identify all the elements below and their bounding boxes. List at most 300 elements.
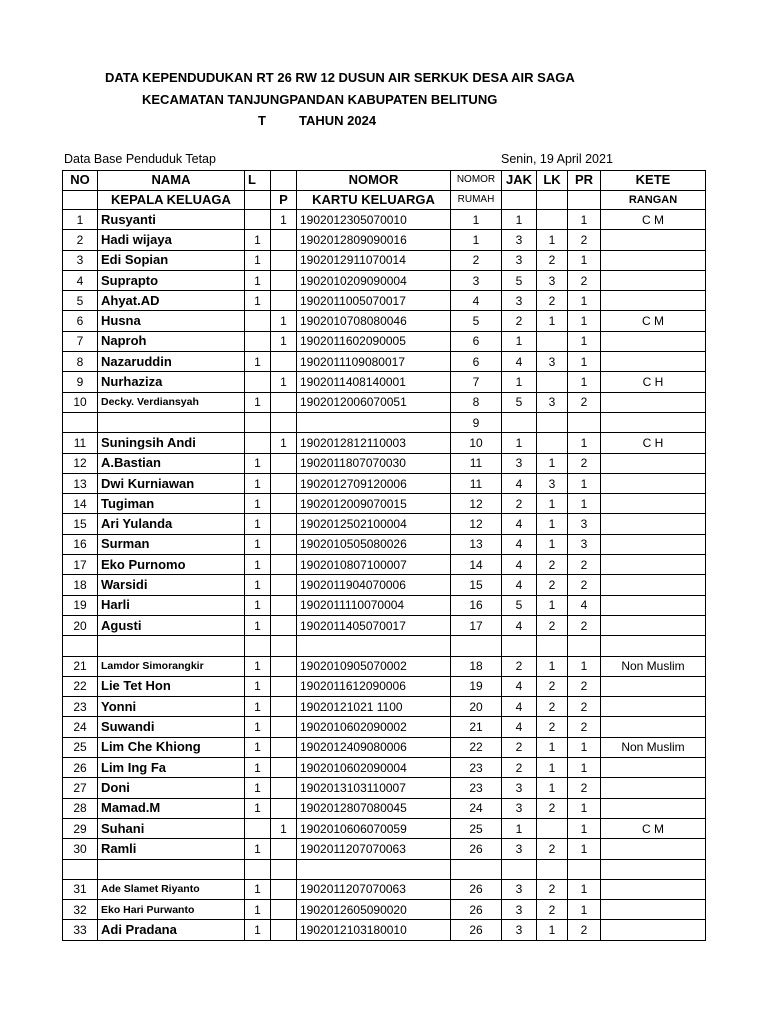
row-p: 1	[271, 372, 297, 392]
row-nama: A.Bastian	[98, 453, 245, 473]
table-row	[63, 433, 706, 453]
col-jak-header-2	[502, 190, 537, 210]
row-pr	[568, 636, 601, 656]
row-nama: Lim Ing Fa	[98, 758, 245, 778]
row-keterangan	[601, 352, 706, 372]
row-no: 24	[63, 717, 98, 737]
col-ket-header-2: RANGAN	[601, 190, 706, 210]
row-no: 22	[63, 676, 98, 696]
row-keterangan	[601, 798, 706, 818]
row-p: 1	[271, 210, 297, 230]
row-nama: Lie Tet Hon	[98, 676, 245, 696]
row-lk	[537, 331, 568, 351]
row-jak: 4	[502, 534, 537, 554]
row-nomor-rumah: 15	[451, 575, 502, 595]
row-nama	[98, 412, 245, 432]
row-nama: Ramli	[98, 839, 245, 859]
col-p-header: P	[271, 190, 297, 210]
table-row	[63, 839, 706, 859]
row-lk: 2	[537, 798, 568, 818]
header-row-2	[63, 190, 706, 210]
row-lk: 1	[537, 595, 568, 615]
table-row	[63, 575, 706, 595]
row-pr: 1	[568, 839, 601, 859]
row-pr: 2	[568, 778, 601, 798]
row-nama: Agusti	[98, 615, 245, 635]
table-row	[63, 270, 706, 290]
row-nomor-rumah: 14	[451, 555, 502, 575]
row-l	[245, 636, 271, 656]
row-kartu-keluarga: 1902012103180010	[297, 920, 451, 940]
row-lk: 1	[537, 534, 568, 554]
table-row	[63, 514, 706, 534]
row-l: 1	[245, 494, 271, 514]
row-nomor-rumah: 7	[451, 372, 502, 392]
row-p	[271, 656, 297, 676]
row-jak: 4	[502, 676, 537, 696]
table-row	[63, 534, 706, 554]
row-pr	[568, 412, 601, 432]
row-l: 1	[245, 615, 271, 635]
row-kartu-keluarga: 1902012502100004	[297, 514, 451, 534]
row-jak: 2	[502, 737, 537, 757]
table-row	[63, 697, 706, 717]
row-l: 1	[245, 575, 271, 595]
row-jak: 3	[502, 291, 537, 311]
row-lk: 1	[537, 737, 568, 757]
row-p	[271, 291, 297, 311]
row-keterangan	[601, 230, 706, 250]
row-pr: 1	[568, 737, 601, 757]
row-no: 14	[63, 494, 98, 514]
row-no: 31	[63, 879, 98, 899]
row-jak	[502, 412, 537, 432]
row-p	[271, 392, 297, 412]
row-p	[271, 798, 297, 818]
row-kartu-keluarga: 1902011109080017	[297, 352, 451, 372]
row-pr: 1	[568, 818, 601, 838]
col-lk-header-2	[537, 190, 568, 210]
row-l: 1	[245, 656, 271, 676]
row-nama: Suningsih Andi	[98, 433, 245, 453]
row-jak: 4	[502, 473, 537, 493]
table-row	[63, 656, 706, 676]
row-kartu-keluarga: 1902010209090004	[297, 270, 451, 290]
title-line-3-year: TAHUN 2024	[299, 113, 377, 128]
row-pr: 3	[568, 514, 601, 534]
row-kartu-keluarga: 1902012807080045	[297, 798, 451, 818]
row-jak	[502, 636, 537, 656]
row-lk	[537, 818, 568, 838]
row-no: 20	[63, 615, 98, 635]
row-nomor-rumah: 13	[451, 534, 502, 554]
row-no: 8	[63, 352, 98, 372]
row-l: 1	[245, 879, 271, 899]
row-lk: 2	[537, 839, 568, 859]
row-kartu-keluarga	[297, 636, 451, 656]
row-lk: 1	[537, 920, 568, 940]
row-p	[271, 575, 297, 595]
row-nomor-rumah: 5	[451, 311, 502, 331]
col-jak-header: JAK	[502, 171, 537, 191]
row-lk	[537, 636, 568, 656]
row-lk	[537, 859, 568, 879]
table-row	[63, 595, 706, 615]
row-nama: Surman	[98, 534, 245, 554]
table-row	[63, 798, 706, 818]
row-kartu-keluarga	[297, 412, 451, 432]
row-pr: 4	[568, 595, 601, 615]
table-row	[63, 758, 706, 778]
table-row	[63, 636, 706, 656]
row-keterangan	[601, 473, 706, 493]
row-no: 12	[63, 453, 98, 473]
col-l-header: L	[245, 171, 271, 191]
table-row	[63, 717, 706, 737]
row-pr: 1	[568, 900, 601, 920]
row-kartu-keluarga: 1902011602090005	[297, 331, 451, 351]
row-no	[63, 859, 98, 879]
row-l: 1	[245, 534, 271, 554]
row-jak: 3	[502, 920, 537, 940]
row-p	[271, 555, 297, 575]
row-pr: 1	[568, 758, 601, 778]
row-lk: 2	[537, 676, 568, 696]
row-lk	[537, 210, 568, 230]
row-p	[271, 758, 297, 778]
row-p	[271, 879, 297, 899]
row-nomor-rumah: 26	[451, 879, 502, 899]
row-pr: 2	[568, 676, 601, 696]
row-jak: 1	[502, 331, 537, 351]
row-jak: 4	[502, 555, 537, 575]
table-row	[63, 920, 706, 940]
table-row	[63, 412, 706, 432]
col-lk-header: LK	[537, 171, 568, 191]
row-no: 18	[63, 575, 98, 595]
row-nama: Dwi Kurniawan	[98, 473, 245, 493]
row-kartu-keluarga: 1902010708080046	[297, 311, 451, 331]
row-nama: Harli	[98, 595, 245, 615]
row-l: 1	[245, 555, 271, 575]
row-nama: Hadi wijaya	[98, 230, 245, 250]
row-p: 1	[271, 311, 297, 331]
row-jak: 3	[502, 879, 537, 899]
row-nama: Eko Purnomo	[98, 555, 245, 575]
row-no: 5	[63, 291, 98, 311]
row-nama	[98, 636, 245, 656]
row-l	[245, 372, 271, 392]
row-kartu-keluarga: 1902011807070030	[297, 453, 451, 473]
row-nomor-rumah: 22	[451, 737, 502, 757]
row-lk: 1	[537, 494, 568, 514]
row-no: 6	[63, 311, 98, 331]
row-pr: 1	[568, 798, 601, 818]
row-l	[245, 433, 271, 453]
row-l: 1	[245, 737, 271, 757]
row-p	[271, 250, 297, 270]
row-p	[271, 514, 297, 534]
row-l	[245, 412, 271, 432]
row-nomor-rumah: 26	[451, 839, 502, 859]
row-pr	[568, 859, 601, 879]
row-keterangan	[601, 676, 706, 696]
row-jak: 4	[502, 514, 537, 534]
row-jak: 5	[502, 392, 537, 412]
row-jak: 1	[502, 433, 537, 453]
row-kartu-keluarga: 1902012305070010	[297, 210, 451, 230]
row-kartu-keluarga: 1902012911070014	[297, 250, 451, 270]
row-l: 1	[245, 839, 271, 859]
row-kartu-keluarga: 1902012809090016	[297, 230, 451, 250]
row-pr: 1	[568, 250, 601, 270]
row-l: 1	[245, 717, 271, 737]
row-keterangan	[601, 514, 706, 534]
row-keterangan	[601, 291, 706, 311]
row-p	[271, 676, 297, 696]
row-kartu-keluarga: 1902011904070006	[297, 575, 451, 595]
row-lk: 2	[537, 615, 568, 635]
row-no: 23	[63, 697, 98, 717]
row-l: 1	[245, 798, 271, 818]
row-p: 1	[271, 331, 297, 351]
row-lk: 1	[537, 514, 568, 534]
row-pr: 1	[568, 372, 601, 392]
row-no: 3	[63, 250, 98, 270]
row-l	[245, 210, 271, 230]
row-nomor-rumah	[451, 636, 502, 656]
row-nama: Suprapto	[98, 270, 245, 290]
row-kartu-keluarga: 1902010505080026	[297, 534, 451, 554]
row-lk: 2	[537, 291, 568, 311]
row-nama: Lim Che Khiong	[98, 737, 245, 757]
title-line-3-prefix: T	[258, 113, 266, 128]
row-nomor-rumah	[451, 859, 502, 879]
row-lk: 1	[537, 230, 568, 250]
row-kartu-keluarga: 1902011110070004	[297, 595, 451, 615]
row-keterangan: C H	[601, 372, 706, 392]
row-p: 1	[271, 433, 297, 453]
row-kartu-keluarga: 1902011207070063	[297, 879, 451, 899]
row-p	[271, 900, 297, 920]
table-row	[63, 250, 706, 270]
row-nomor-rumah: 26	[451, 920, 502, 940]
row-nomor-rumah: 1	[451, 230, 502, 250]
row-pr: 1	[568, 311, 601, 331]
col-l-header-2	[245, 190, 271, 210]
row-nama: Edi Sopian	[98, 250, 245, 270]
row-jak: 4	[502, 697, 537, 717]
row-p	[271, 717, 297, 737]
row-nomor-rumah: 26	[451, 900, 502, 920]
row-l	[245, 859, 271, 879]
row-no: 10	[63, 392, 98, 412]
row-l: 1	[245, 291, 271, 311]
row-p	[271, 737, 297, 757]
row-pr: 1	[568, 494, 601, 514]
row-no: 17	[63, 555, 98, 575]
table-row	[63, 352, 706, 372]
row-keterangan	[601, 717, 706, 737]
row-no: 28	[63, 798, 98, 818]
table-row	[63, 859, 706, 879]
table-row	[63, 210, 706, 230]
row-keterangan: C H	[601, 433, 706, 453]
row-lk: 2	[537, 900, 568, 920]
header-row-1	[63, 171, 706, 191]
row-p	[271, 920, 297, 940]
row-keterangan	[601, 392, 706, 412]
table-row	[63, 879, 706, 899]
table-row	[63, 230, 706, 250]
row-l	[245, 818, 271, 838]
row-l: 1	[245, 778, 271, 798]
col-pr-header: PR	[568, 171, 601, 191]
row-nomor-rumah: 6	[451, 331, 502, 351]
row-keterangan	[601, 494, 706, 514]
row-lk: 1	[537, 778, 568, 798]
row-keterangan: Non Muslim	[601, 656, 706, 676]
title-line-2: KECAMATAN TANJUNGPANDAN KABUPATEN BELITUNG	[142, 92, 498, 107]
row-l: 1	[245, 920, 271, 940]
row-nama: Lamdor Simorangkir	[98, 656, 245, 676]
row-keterangan	[601, 778, 706, 798]
row-lk: 1	[537, 453, 568, 473]
row-jak: 1	[502, 372, 537, 392]
row-pr: 2	[568, 697, 601, 717]
row-keterangan	[601, 758, 706, 778]
row-nomor-rumah: 25	[451, 818, 502, 838]
row-p	[271, 412, 297, 432]
row-kartu-keluarga: 1902010807100007	[297, 555, 451, 575]
row-kartu-keluarga	[297, 859, 451, 879]
row-pr: 2	[568, 230, 601, 250]
row-nomor-rumah: 8	[451, 392, 502, 412]
row-l: 1	[245, 352, 271, 372]
row-p	[271, 230, 297, 250]
row-lk: 2	[537, 879, 568, 899]
row-pr: 1	[568, 879, 601, 899]
row-no: 33	[63, 920, 98, 940]
row-nomor-rumah: 24	[451, 798, 502, 818]
row-pr: 1	[568, 352, 601, 372]
col-rumah-header-2: RUMAH	[451, 190, 502, 210]
row-kartu-keluarga: 1902011207070063	[297, 839, 451, 859]
row-nama: Rusyanti	[98, 210, 245, 230]
row-pr: 1	[568, 210, 601, 230]
row-keterangan	[601, 697, 706, 717]
row-nama: Tugiman	[98, 494, 245, 514]
database-label: Data Base Penduduk Tetap	[64, 152, 216, 166]
row-no: 21	[63, 656, 98, 676]
row-nama: Eko Hari Purwanto	[98, 900, 245, 920]
row-p	[271, 595, 297, 615]
row-jak: 3	[502, 798, 537, 818]
row-keterangan	[601, 331, 706, 351]
row-no: 2	[63, 230, 98, 250]
row-lk: 3	[537, 473, 568, 493]
row-nomor-rumah: 3	[451, 270, 502, 290]
row-p	[271, 453, 297, 473]
row-nomor-rumah: 11	[451, 473, 502, 493]
row-nama: Husna	[98, 311, 245, 331]
row-jak: 1	[502, 210, 537, 230]
row-lk: 2	[537, 555, 568, 575]
row-keterangan	[601, 615, 706, 635]
row-no: 4	[63, 270, 98, 290]
row-jak	[502, 859, 537, 879]
row-pr: 1	[568, 656, 601, 676]
row-jak: 2	[502, 311, 537, 331]
row-nomor-rumah: 12	[451, 514, 502, 534]
row-keterangan	[601, 555, 706, 575]
row-nomor-rumah: 9	[451, 412, 502, 432]
row-nomor-rumah: 2	[451, 250, 502, 270]
row-no: 29	[63, 818, 98, 838]
col-no-header-2	[63, 190, 98, 210]
row-nomor-rumah: 18	[451, 656, 502, 676]
row-p	[271, 636, 297, 656]
row-lk: 2	[537, 697, 568, 717]
row-jak: 2	[502, 494, 537, 514]
row-jak: 4	[502, 352, 537, 372]
row-nomor-rumah: 12	[451, 494, 502, 514]
row-l: 1	[245, 392, 271, 412]
row-l: 1	[245, 453, 271, 473]
row-nomor-rumah: 6	[451, 352, 502, 372]
row-keterangan: Non Muslim	[601, 737, 706, 757]
row-keterangan	[601, 595, 706, 615]
row-pr: 2	[568, 270, 601, 290]
row-no: 19	[63, 595, 98, 615]
row-keterangan: C M	[601, 818, 706, 838]
row-pr: 2	[568, 575, 601, 595]
row-kartu-keluarga: 1902010602090004	[297, 758, 451, 778]
row-no: 7	[63, 331, 98, 351]
row-nomor-rumah: 17	[451, 615, 502, 635]
row-p	[271, 534, 297, 554]
row-pr: 2	[568, 717, 601, 737]
table-row	[63, 555, 706, 575]
col-nomor-header: NOMOR	[297, 171, 451, 191]
row-keterangan	[601, 636, 706, 656]
row-no: 32	[63, 900, 98, 920]
row-jak: 3	[502, 250, 537, 270]
col-nomor-header-2: KARTU KELUARGA	[297, 190, 451, 210]
row-l: 1	[245, 514, 271, 534]
row-nama: Doni	[98, 778, 245, 798]
row-kartu-keluarga: 1902012605090020	[297, 900, 451, 920]
table-row	[63, 291, 706, 311]
row-l: 1	[245, 473, 271, 493]
row-no	[63, 636, 98, 656]
col-p-header-top	[271, 171, 297, 191]
row-p	[271, 839, 297, 859]
row-nama: Decky. Verdiansyah	[98, 392, 245, 412]
row-no: 30	[63, 839, 98, 859]
row-keterangan	[601, 859, 706, 879]
row-kartu-keluarga: 1902013103110007	[297, 778, 451, 798]
row-jak: 3	[502, 453, 537, 473]
row-nama: Yonni	[98, 697, 245, 717]
row-l	[245, 311, 271, 331]
row-lk: 3	[537, 352, 568, 372]
row-kartu-keluarga: 1902011408140001	[297, 372, 451, 392]
row-lk: 3	[537, 392, 568, 412]
col-nama-header-2: KEPALA KELUAGA	[98, 190, 245, 210]
table-row	[63, 311, 706, 331]
row-lk	[537, 372, 568, 392]
